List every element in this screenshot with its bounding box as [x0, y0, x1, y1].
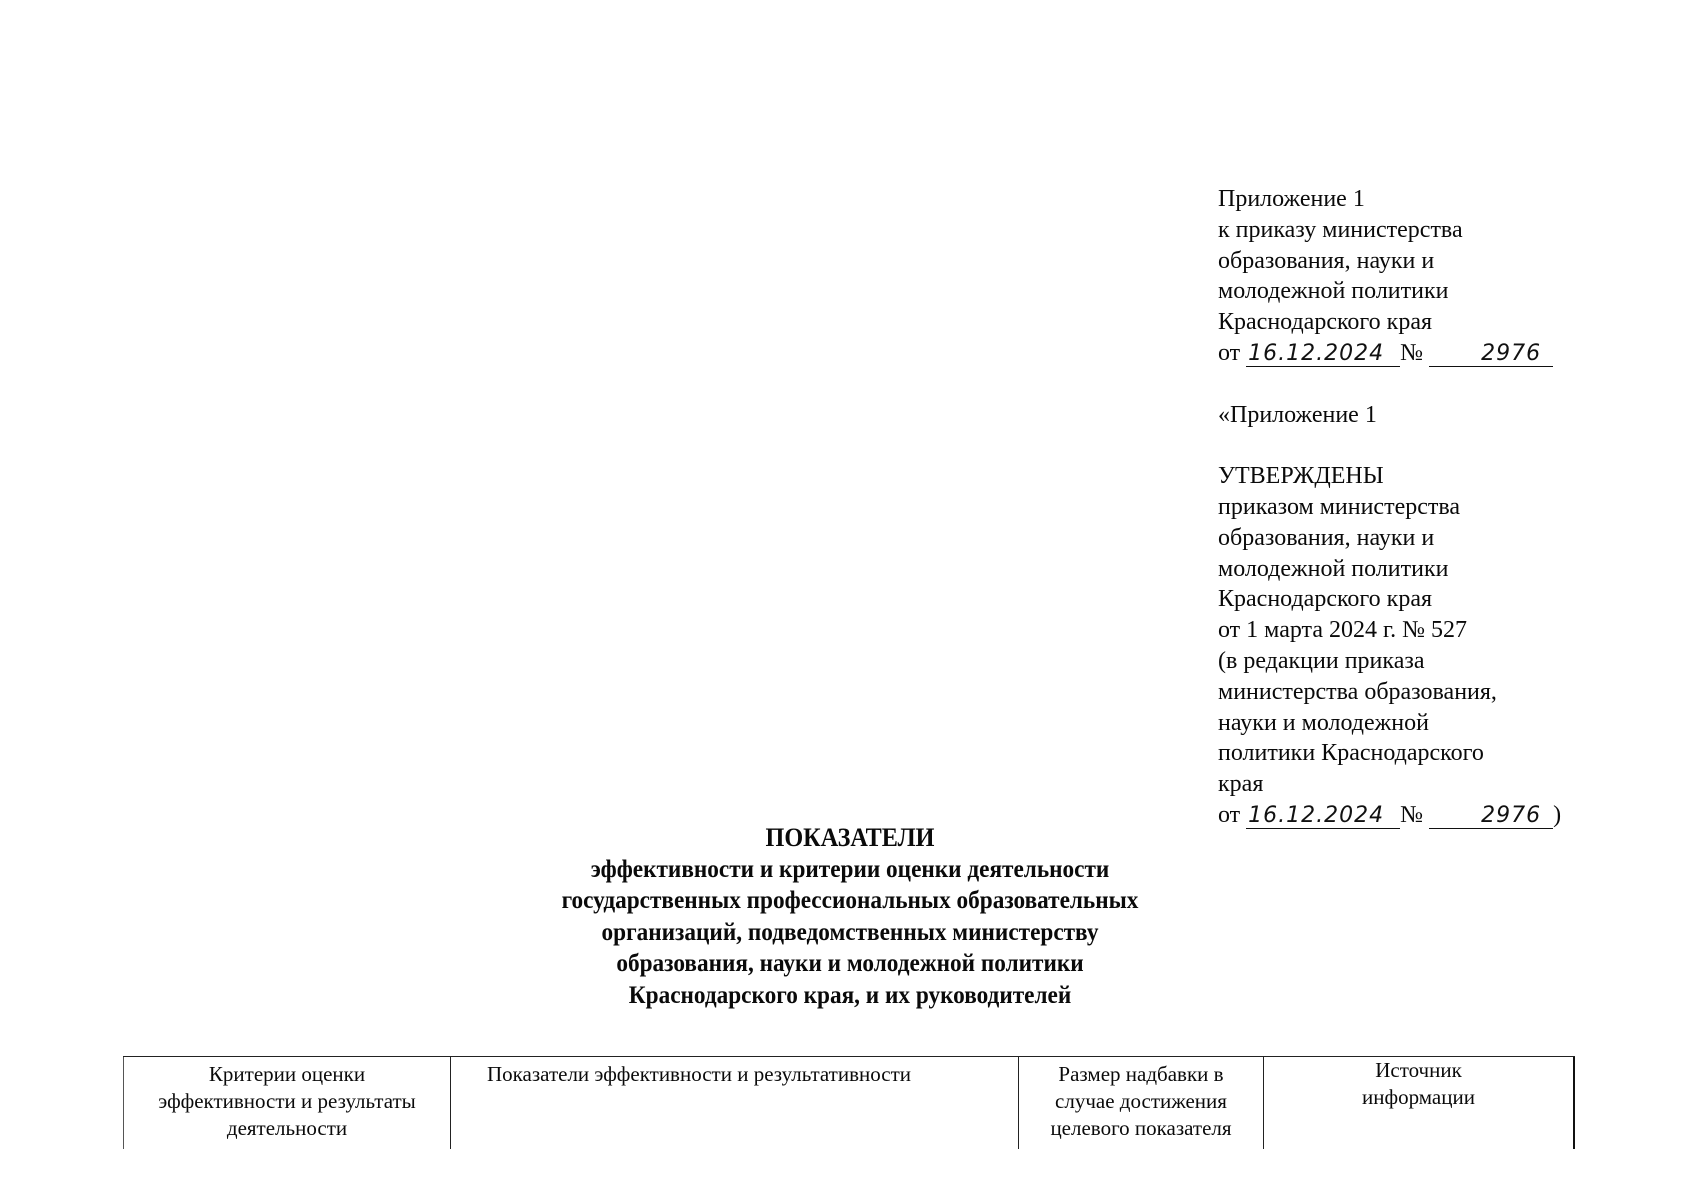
approved-date-line [1218, 800, 1658, 831]
header-line: Критерии оценки [208, 1062, 366, 1086]
header-line: Размер надбавки в [1058, 1062, 1224, 1086]
handwritten-number: 2976 [1429, 342, 1553, 367]
approved-line: края [1218, 771, 1264, 798]
document-title [506, 822, 1194, 1011]
column-header-indicators [450, 1057, 1018, 1149]
column-header-text [1264, 1057, 1573, 1111]
approved-line: Краснодарского края [1218, 586, 1433, 613]
title-subtitle-line: эффективности и критерии оценки деятельности [590, 855, 1110, 883]
header-line: информации [1362, 1085, 1475, 1109]
title-subtitle-line: государственных профессиональных образовательных [561, 887, 1139, 914]
approved-line: науки и молодежной [1218, 709, 1429, 736]
title-main: ПОКАЗАТЕЛИ [765, 823, 935, 852]
closing-paren: ) [1553, 801, 1562, 828]
number-sign: № [1400, 801, 1424, 828]
title-subtitle-line: Краснодарского края, и их руководителей [628, 981, 1072, 1009]
attachment-line: к приказу министерства [1218, 216, 1463, 243]
title-subtitle-line: организаций, подведомственных министерству [601, 918, 1099, 946]
handwritten-date: 16.12.2024 [1246, 342, 1400, 367]
approved-line: (в редакции приказа [1218, 647, 1425, 674]
column-header-bonus-size [1018, 1057, 1263, 1149]
spacer [1218, 430, 1658, 461]
approved-line: министерства образования, [1218, 678, 1497, 705]
attachment-line: молодежной политики [1218, 278, 1449, 305]
header-line: Показатели эффективности и результативности [487, 1062, 912, 1086]
attachment-line: Краснодарского края [1218, 309, 1433, 336]
handwritten-date: 16.12.2024 [1246, 804, 1400, 829]
number-sign: № [1400, 339, 1424, 366]
approved-line: молодежной политики [1218, 555, 1449, 582]
header-line: деятельности [226, 1116, 348, 1140]
attachment-label: Приложение 1 [1218, 186, 1365, 212]
column-header-text [451, 1057, 1018, 1088]
attachment-line: образования, науки и [1218, 247, 1435, 274]
attachment-date-line [1218, 338, 1658, 369]
spacer [1218, 369, 1658, 400]
column-header-criteria [123, 1057, 450, 1149]
title-subtitle-line: образования, науки и молодежной политики [616, 950, 1084, 977]
original-attachment-label: «Приложение 1 [1218, 401, 1377, 428]
handwritten-number: 2976 [1429, 804, 1553, 829]
header-line: случае достижения [1055, 1089, 1227, 1113]
indicators-table-header [123, 1056, 1575, 1149]
approved-line: политики Краснодарского [1218, 740, 1484, 767]
approved-line: приказом министерства [1218, 493, 1461, 520]
column-header-text [1019, 1057, 1263, 1142]
header-line: целевого показателя [1050, 1116, 1232, 1140]
column-header-source [1263, 1057, 1575, 1149]
approved-line: образования, науки и [1218, 524, 1435, 551]
date-prefix: от [1218, 339, 1241, 366]
attachment-header-block [1218, 184, 1658, 831]
approved-heading: УТВЕРЖДЕНЫ [1218, 463, 1384, 490]
column-header-text [124, 1057, 450, 1142]
header-line: Источник [1375, 1058, 1462, 1082]
approved-line: от 1 марта 2024 г. № 527 [1218, 617, 1467, 644]
date-prefix: от [1218, 801, 1241, 828]
header-line: эффективности и результаты [158, 1089, 416, 1113]
